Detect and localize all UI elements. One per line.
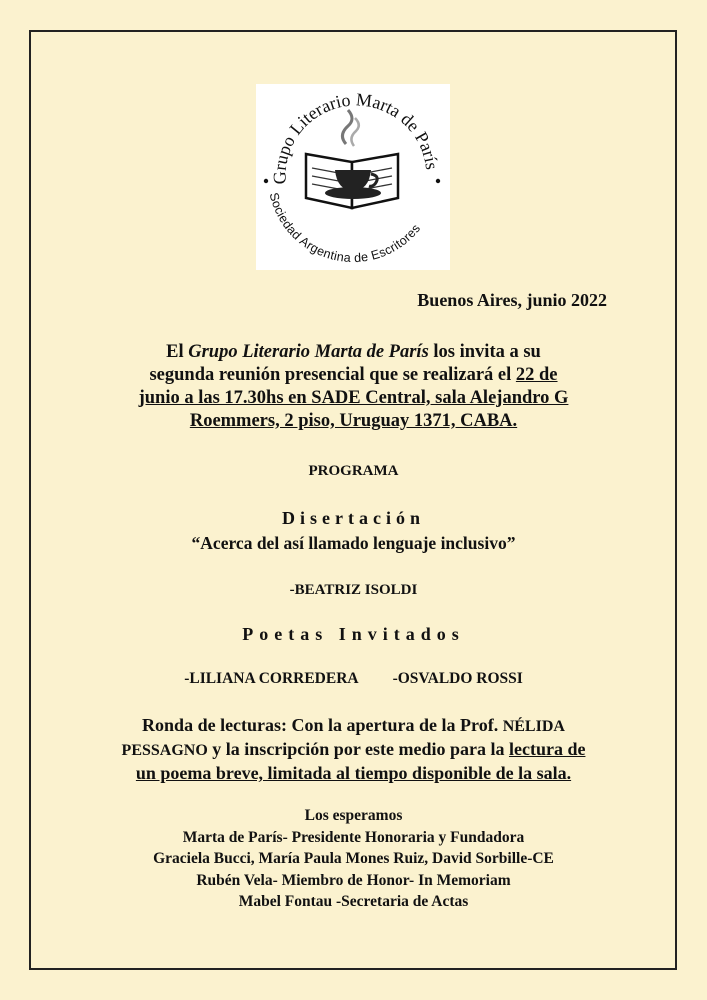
ronda-name-2: PESSAGNO	[121, 742, 208, 759]
group-name: Grupo Literario Marta de París	[188, 342, 429, 362]
ronda-text-1: Ronda de lecturas: Con la apertura de la Prof.	[142, 715, 503, 735]
logo-bottom-text: Sociedad Argentina de Escritores	[266, 191, 424, 266]
invitation-date-1: 22 de	[515, 365, 558, 385]
poet-name: -LILIANA CORREDERA	[184, 670, 359, 687]
speaker-name: -BEATRIZ ISOLDI	[289, 582, 418, 598]
signature-line: Rubén Vela- Miembro de Honor- In Memoriam	[196, 871, 511, 889]
signature-line: Mabel Fontau -Secretaria de Actas	[238, 893, 469, 910]
invitation-paragraph	[0, 341, 707, 433]
programa-heading: PROGRAMA	[308, 463, 399, 479]
signature-line: Graciela Bucci, María Paula Mones Ruiz, David Sorbille-CE	[153, 850, 554, 867]
invitation-text-3: segunda reunión presencial que se realizará el	[149, 365, 516, 385]
signature-line: Los esperamos	[304, 807, 403, 824]
disertacion-heading: Disertación	[282, 508, 425, 528]
ronda-text-2: y la inscripción por este medio para la	[207, 739, 509, 759]
logo-top-text: Grupo Literario Marta de París	[269, 89, 443, 185]
invitation-text-2: los invita a su	[428, 342, 541, 362]
guest-poets	[0, 670, 707, 688]
date-line: Buenos Aires, junio 2022	[417, 290, 607, 310]
ronda-underlined-1: lectura de	[508, 739, 586, 759]
ronda-name-1: NÉLIDA	[502, 718, 565, 735]
invitation-address: Roemmers, 2 piso, Uruguay 1371, CABA.	[189, 411, 518, 431]
coffee-cup-on-open-book-icon	[306, 110, 398, 208]
poet-name: -OSVALDO ROSSI	[392, 670, 523, 687]
group-logo	[256, 84, 450, 270]
signature-line: Marta de París- Presidente Honoraria y Fundadora	[182, 828, 525, 846]
poetas-heading: Poetas Invitados	[242, 624, 465, 644]
signature-block	[0, 805, 707, 913]
invitation-text-1: El	[166, 342, 189, 362]
ronda-underlined-2: un poema breve, limitada al tiempo disponible de la sala.	[135, 763, 572, 783]
ronda-paragraph	[0, 714, 707, 784]
talk-title: “Acerca del así llamado lenguaje inclusivo”	[191, 533, 516, 553]
invitation-date-2: junio a las 17.30hs en SADE Central, sala Alejandro G	[138, 388, 569, 408]
